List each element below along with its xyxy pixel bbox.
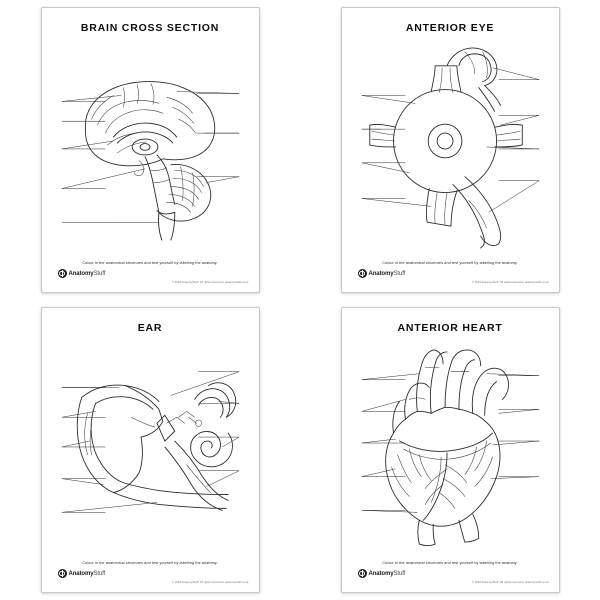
label-write-lines (61, 93, 238, 222)
brand-name (369, 571, 406, 577)
label-write-lines (361, 80, 538, 199)
sheet-footer (42, 561, 259, 584)
label-write-lines (361, 376, 538, 511)
worksheet-ear[interactable] (41, 307, 260, 593)
brand-logo (342, 569, 559, 578)
copyright-text: © 2022 AnatomyStuff. All rights reserved | anatomystuff.co.uk (172, 281, 249, 284)
worksheet-cell-brain (0, 0, 300, 300)
worksheet-cell-ear (0, 300, 300, 600)
globe-icon (58, 269, 67, 278)
worksheet-brain-cross-section[interactable] (41, 7, 260, 293)
eye-diagram (348, 38, 553, 250)
footer-instruction: Colour in the anatomical structures and test yourself by labelling the anatomy. (382, 260, 518, 265)
sheet-footer (342, 561, 559, 584)
worksheet-cell-heart (300, 300, 600, 600)
brand-name-primary: Anatomy (368, 270, 394, 277)
copyright-text: © 2022 AnatomyStuff. All rights reserved | anatomystuff.co.uk (472, 281, 549, 284)
footer-instruction: Colour in the anatomical structures and test yourself by labelling the anatomy. (82, 560, 218, 565)
brand-name-secondary: Stuff (93, 270, 106, 277)
brand-name-secondary: Stuff (393, 270, 406, 277)
copyright-text: © 2022 AnatomyStuff. All rights reserved | anatomystuff.co.uk (172, 581, 249, 584)
page-title: ANTERIOR EYE (405, 22, 495, 34)
brand-name-primary: Anatomy (68, 270, 94, 277)
page-title: BRAIN CROSS SECTION (80, 22, 220, 34)
brand-logo (342, 269, 559, 278)
brand-name-secondary: Stuff (93, 570, 106, 577)
worksheet-anterior-eye[interactable] (341, 7, 560, 293)
page-title: EAR (137, 322, 163, 334)
sheet-footer (42, 261, 259, 284)
brain-diagram (48, 38, 253, 250)
ear-diagram (48, 338, 253, 550)
worksheet-cell-eye (300, 0, 600, 300)
globe-icon (58, 569, 67, 578)
page-title: ANTERIOR HEART (397, 322, 503, 334)
brand-logo (42, 269, 259, 278)
footer-instruction: Colour in the anatomical structures and test yourself by labelling the anatomy. (382, 560, 518, 565)
brand-name-primary: Anatomy (68, 570, 94, 577)
footer-instruction: Colour in the anatomical structures and test yourself by labelling the anatomy. (82, 260, 218, 265)
sheet-footer (342, 261, 559, 284)
brand-name (69, 271, 106, 277)
brand-name-primary: Anatomy (368, 570, 394, 577)
copyright-text: © 2022 AnatomyStuff. All rights reserved | anatomystuff.co.uk (472, 581, 549, 584)
heart-diagram (348, 338, 553, 550)
brand-logo (42, 569, 259, 578)
brand-name (69, 571, 106, 577)
brand-name-secondary: Stuff (393, 570, 406, 577)
globe-icon (358, 269, 367, 278)
brand-name (369, 271, 406, 277)
worksheet-anterior-heart[interactable] (341, 307, 560, 593)
globe-icon (358, 569, 367, 578)
